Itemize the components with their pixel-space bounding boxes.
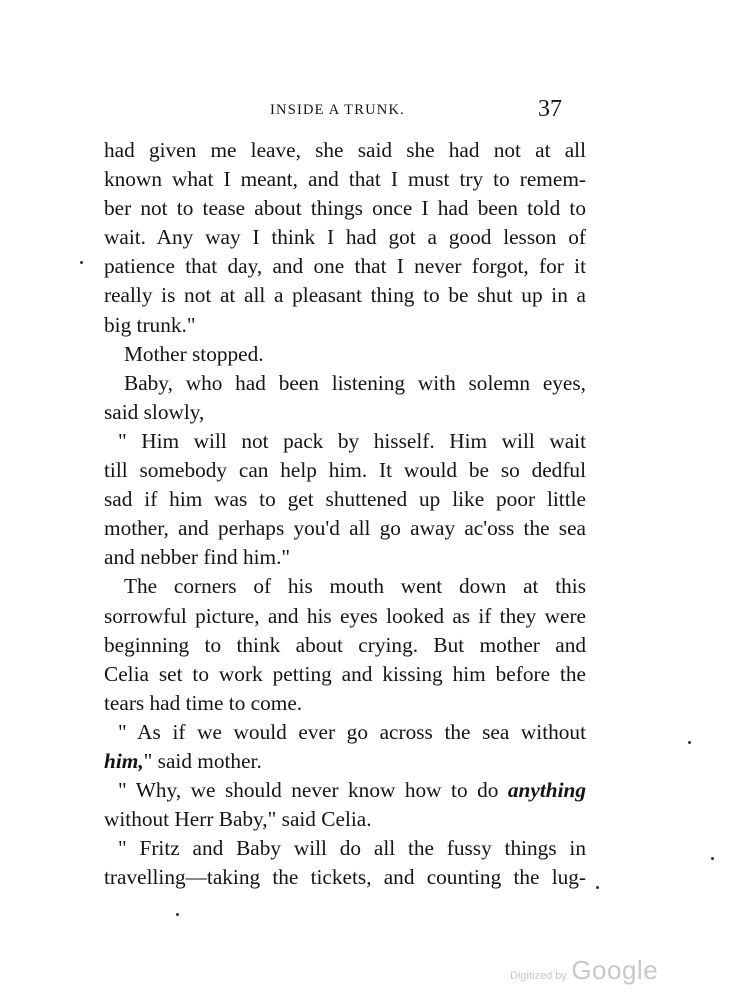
text-line <box>104 514 586 543</box>
text-segment: known what I meant, and that I must try to remem- <box>104 167 586 192</box>
page-number: 37 <box>538 96 562 122</box>
text-segment: " Him will not pack by hisself. Him will wait <box>118 428 586 453</box>
text-segment: " Why, we should never know how to do <box>118 778 508 803</box>
text-segment: " said mother. <box>143 748 262 773</box>
text-segment: " Fritz and Baby will do all the fussy things in <box>118 836 586 861</box>
text-segment: without Herr Baby," said Celia. <box>104 807 372 832</box>
text-line <box>104 194 586 223</box>
text-segment: Baby, who had been listening with solemn eyes, <box>124 370 586 395</box>
scan-speck <box>688 741 691 744</box>
emphasis-text: anything <box>507 778 586 803</box>
text-segment: and nebber find him." <box>104 545 291 570</box>
running-head: INSIDE A TRUNK. <box>270 102 405 118</box>
text-line <box>104 165 586 194</box>
body-text <box>104 136 586 892</box>
text-segment: wait. Any way I think I had got a good lesson of <box>104 225 586 250</box>
text-line <box>104 602 586 631</box>
text-segment: mother, and perhaps you'd all go away ac'oss the sea <box>104 516 586 541</box>
scan-speck <box>176 913 179 916</box>
text-line <box>104 660 586 689</box>
text-line <box>104 689 586 718</box>
text-line <box>104 427 586 456</box>
scan-speck <box>596 886 599 889</box>
text-line <box>104 223 586 252</box>
text-line <box>104 747 586 776</box>
text-line <box>104 311 586 340</box>
text-segment: said slowly, <box>104 399 205 424</box>
text-line <box>104 543 586 572</box>
text-segment: The corners of his mouth went down at this <box>124 574 586 599</box>
text-line <box>104 136 586 165</box>
text-line <box>104 398 586 427</box>
text-line <box>104 340 586 369</box>
google-logo: Google <box>571 955 659 985</box>
text-segment: travelling—taking the tickets, and counting the lug- <box>104 865 586 890</box>
text-segment: patience that day, and one that I never forgot, for it <box>104 254 586 279</box>
text-segment: Celia set to work petting and kissing him before the <box>104 661 586 686</box>
scan-speck <box>80 261 83 264</box>
text-segment: big trunk." <box>104 312 196 337</box>
text-line <box>104 369 586 398</box>
text-segment: beginning to think about crying. But mother and <box>104 632 586 657</box>
scan-speck <box>711 857 714 860</box>
text-line <box>104 863 586 892</box>
text-line <box>104 572 586 601</box>
text-segment: ber not to tease about things once I had been told to <box>104 196 586 221</box>
text-segment: sorrowful picture, and his eyes looked as if they were <box>104 603 586 628</box>
text-line <box>104 776 586 805</box>
text-segment: sad if him was to get shuttened up like poor little <box>104 487 586 512</box>
text-line <box>104 718 586 747</box>
watermark-prefix: Digitized by <box>510 970 567 982</box>
text-segment: Mother stopped. <box>124 341 264 366</box>
text-segment: " As if we would ever go across the sea without <box>118 719 586 744</box>
text-segment: till somebody can help him. It would be so dedful <box>104 458 586 483</box>
page-header <box>0 96 733 128</box>
text-line <box>104 631 586 660</box>
text-segment: tears had time to come. <box>104 690 303 715</box>
text-segment: really is not at all a pleasant thing to be shut up in a <box>104 283 586 308</box>
text-segment: had given me leave, she said she had not at all <box>104 138 586 162</box>
text-line <box>104 281 586 310</box>
text-line <box>104 485 586 514</box>
digitized-watermark <box>510 955 658 986</box>
emphasis-text: him, <box>104 748 144 773</box>
text-line <box>104 834 586 863</box>
text-line <box>104 456 586 485</box>
text-line <box>104 252 586 281</box>
text-line <box>104 805 586 834</box>
